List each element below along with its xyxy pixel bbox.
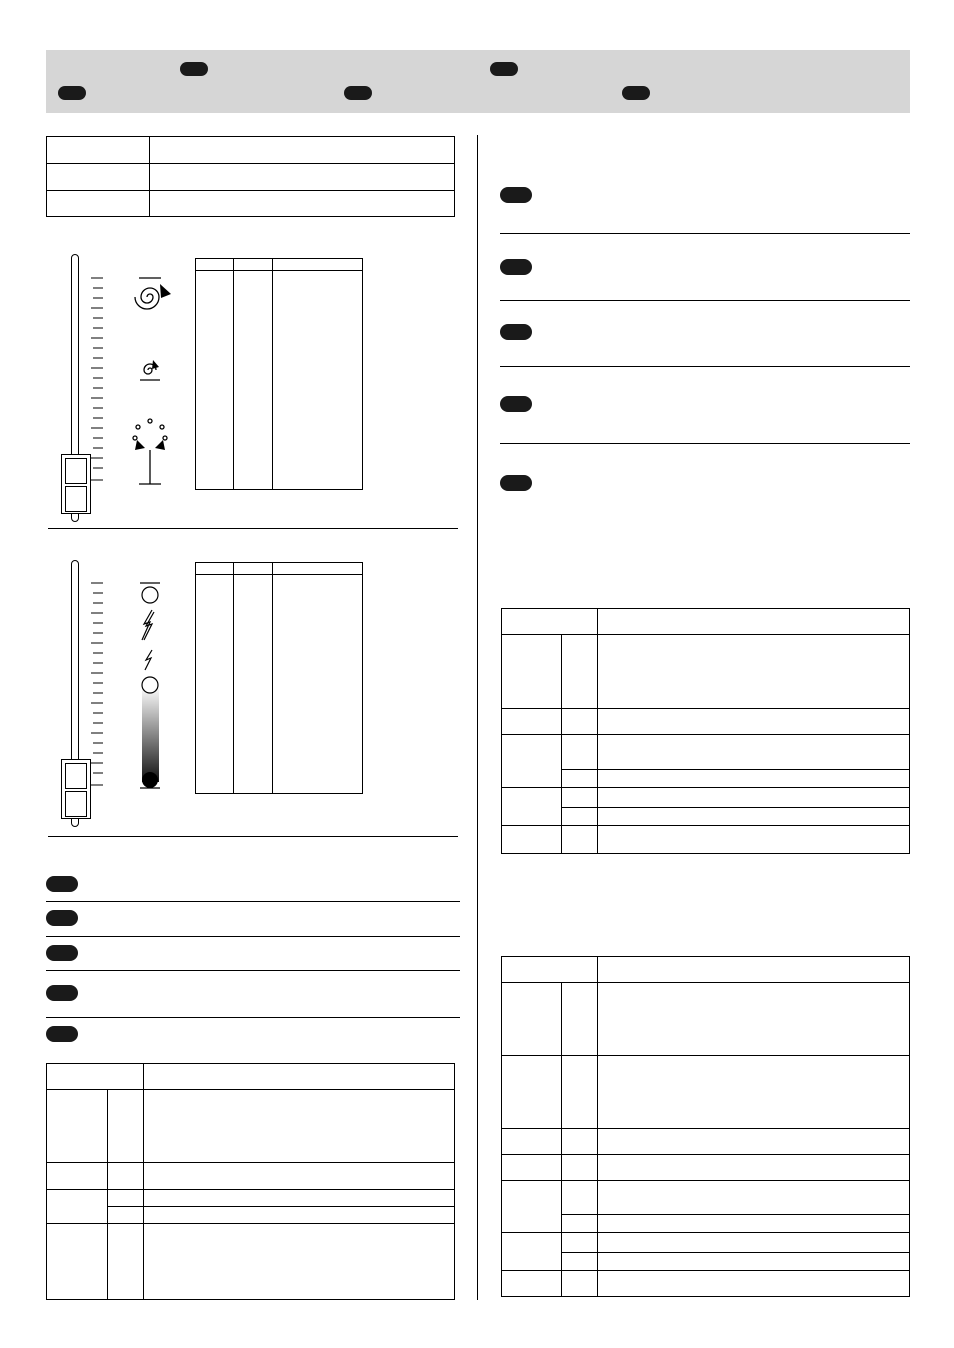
language-badge <box>180 62 208 76</box>
language-badge <box>46 985 78 1001</box>
divider <box>500 443 910 444</box>
fader-value-table <box>195 562 363 794</box>
channel-table <box>501 956 910 1297</box>
section-divider <box>48 836 458 837</box>
spec-table <box>46 136 455 217</box>
language-badge <box>500 475 532 491</box>
language-badge <box>500 187 532 203</box>
divider <box>46 901 460 902</box>
language-badge <box>500 324 532 340</box>
language-badge <box>344 86 372 100</box>
divider <box>46 1017 460 1018</box>
language-badge <box>622 86 650 100</box>
channel-table <box>46 1063 455 1300</box>
language-badge <box>500 396 532 412</box>
fader-scale <box>91 575 105 795</box>
divider <box>500 233 910 234</box>
language-badge <box>46 876 78 892</box>
divider <box>500 366 910 367</box>
language-badge <box>46 945 78 961</box>
fader-knob <box>61 759 91 819</box>
language-badge <box>490 62 518 76</box>
fader-scale <box>91 270 105 490</box>
language-badge <box>58 86 86 100</box>
fader-value-table <box>195 258 363 490</box>
language-badge <box>46 1026 78 1042</box>
strobe-icons-column <box>130 578 170 798</box>
header-bar <box>46 50 910 113</box>
channel-table <box>501 608 910 854</box>
divider <box>46 936 460 937</box>
fader-knob <box>61 454 91 514</box>
language-badge <box>500 259 532 275</box>
column-divider <box>477 135 478 1300</box>
rotation-icons-column <box>127 272 177 492</box>
section-divider <box>48 528 458 529</box>
divider <box>500 300 910 301</box>
divider <box>46 970 460 971</box>
language-badge <box>46 910 78 926</box>
